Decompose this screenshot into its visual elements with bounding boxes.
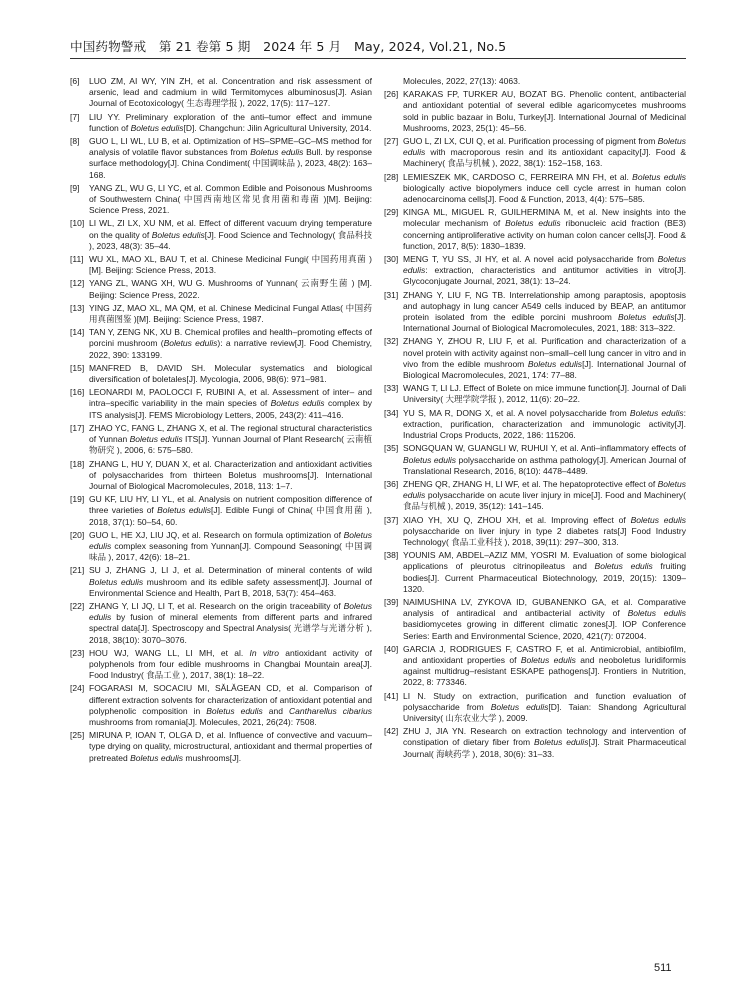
reference-text: WU XL, MAO XL, BAU T, et al. Chinese Medicinal Fungi( 中国药用真菌 )[M]. Beijing: Science Press, 2013. <box>89 254 372 276</box>
reference-text: ZHANG Y, LIU F, NG TB. Interrelationship among paraptosis, apoptosis and autophagy in lung cancer A549 cells induced by BEAP, an antitumor protein isolated from the edible porcini mushroom Boletus edulis[J]. International Journal of Biological Macromolecules, 2021, 188: 313–322. <box>403 289 686 334</box>
reference-text: MIRUNA P, IOAN T, OLGA D, et al. Influence of convective and vacuum–type drying on quality, microstructural, antioxidant and thermal properties of pretreated Boletus edulis mushrooms[J]. <box>89 730 372 763</box>
reference-number: [32] <box>384 336 399 347</box>
reference-number: [34] <box>384 407 399 418</box>
reference-number: [14] <box>70 327 85 338</box>
reference-text: XIAO YH, XU Q, ZHOU XH, et al. Improving effect of Boletus edulis polysaccharide on liver injury in type 2 diabetes rats[J] Food Industry Technology( 食品工业科技 ), 2018, 39(11): 297–300, 313. <box>403 514 686 547</box>
reference-entry <box>70 730 372 764</box>
reference-number: [26] <box>384 89 399 100</box>
reference-number: [23] <box>70 647 85 658</box>
reference-text: ZHAO YC, FANG L, ZHANG X, et al. The regional structural characteristics of Yunnan Boletus edulis ITS[J]. Yunnan Journal of Plant Research( 云南植物研究 ), 2006, 6: 575–580. <box>89 422 372 456</box>
reference-entry <box>70 303 372 325</box>
reference-number: [40] <box>384 643 399 654</box>
reference-number: [42] <box>384 726 399 737</box>
reference-number: [37] <box>384 514 399 525</box>
reference-number: [19] <box>70 494 85 505</box>
reference-number: [35] <box>384 443 399 454</box>
reference-number: [18] <box>70 458 85 469</box>
reference-number: [39] <box>384 596 399 607</box>
reference-entry <box>384 597 686 642</box>
reference-entry <box>70 183 372 217</box>
reference-number: [8] <box>70 136 80 147</box>
reference-text: ZHENG QR, ZHANG H, LI WF, et al. The hepatoprotective effect of Boletus edulis polysaccharide on acute liver injury in mice[J]. Food and Machinery( 食品与机械 ), 2019, 35(12): 141–145. <box>403 478 686 512</box>
reference-number: [27] <box>384 136 399 147</box>
reference-entry <box>384 479 686 513</box>
reference-number: [30] <box>384 254 399 265</box>
reference-text: ZHANG Y, LI JQ, LI T, et al. Research on the origin traceability of Boletus edulis by fusion of mineral elements from different parts and infrared spectral data[J]. Spectroscopy and Spectral Analysis( 光谱学与光谱分析 ), 2018, 38(10): 3070–3076. <box>89 600 372 645</box>
reference-text: FOGARASI M, SOCACIU MI, SĂLĂGEAN CD, et al. Comparison of different extraction solvents for characterization of antioxidant potential and polyphenolic composition in Boletus edulis and Cantharellus cibarius mushrooms from romania[J]. Molecules, 2021, 26(24): 7508. <box>89 683 372 727</box>
reference-number: [15] <box>70 362 85 373</box>
reference-entry <box>70 459 372 493</box>
reference-text: ZHU J, JIA YN. Research on extraction technology and intervention of constipation of dietary fiber from Boletus edulis[J]. Strait Pharmaceutical Journal( 海峡药学 ), 2018, 30(6): 31–33. <box>403 726 687 759</box>
reference-number: [36] <box>384 478 399 489</box>
page-number: 511 <box>654 962 672 974</box>
reference-entry <box>384 644 686 689</box>
reference-text: LEMIESZEK MK, CARDOSO C, FERREIRA MN FH, et al. Boletus edulis biologically active biopolymers induce cell cycle arrest in human colon adenocarcinoma cells[J]. Food & Function, 2013, 4(4): 575–585. <box>403 171 686 205</box>
running-header: 中国药物警戒 第 21 卷第 5 期 2024 年 5 月 May, 2024, Vol.21, No.5 <box>70 39 507 54</box>
reference-entry <box>70 565 372 599</box>
reference-text: HOU WJ, WANG LL, LI MH, et al. In vitro antioxidant activity of polyphenols from four edible mushrooms in Changbai Mountain area[J]. Food Industry( 食品工业 ), 2017, 38(1): 18–22. <box>89 647 372 681</box>
reference-number: [16] <box>70 387 85 398</box>
reference-text: LEONARDI M, PAOLOCCI F, RUBINI A, et al. Assessment of inter– and intra–specific variability in the main species of Boletus edulis complex by ITS analysis[J]. FEMS Microbiology Letters, 2005, 243(2): 411–416. <box>89 387 372 420</box>
reference-number: [21] <box>70 565 85 576</box>
reference-text: GARCIA J, RODRIGUES F, CASTRO F, et al. Antimicrobial, antibiofilm, and antioxidant properties of Boletus edulis and neoboletus luridiformis against multidrug–resistant ESKAPE pathogens[J]. Frontiers in Nutrition, 2022, 8: 773346. <box>403 643 686 688</box>
reference-entry <box>70 218 372 252</box>
reference-text: LI N. Study on extraction, purification and function evaluation of polysaccharide from Boletus edulis[D]. Taian: Shandong Agricultural University( 山东农业大学 ), 2009. <box>403 690 687 723</box>
reference-number: [33] <box>384 383 399 394</box>
reference-number: [41] <box>384 690 399 701</box>
reference-entry <box>384 336 686 381</box>
reference-entry <box>70 530 372 564</box>
reference-entry <box>70 363 372 385</box>
reference-text: YING JZ, MAO XL, MA QM, et al. Chinese Medicinal Fungal Atlas( 中国药用真菌图鉴 )[M]. Beijing: Science Press, 1987. <box>89 302 372 325</box>
reference-entry <box>384 515 686 549</box>
reference-entry <box>70 648 372 682</box>
reference-number: [25] <box>70 730 85 741</box>
reference-text: ZHANG L, HU Y, DUAN X, et al. Characterization and antioxidant activities of polysaccharides from thirteen Boletus mushrooms[J]. International Journal of Biological Macromolecules, 2018, 113: 1–7. <box>89 458 372 491</box>
reference-number: [31] <box>384 289 399 300</box>
reference-number: [22] <box>70 600 85 611</box>
reference-text: YANG ZL, WU G, LI YC, et al. Common Edible and Poisonous Mushrooms of Southwestern China( 中国西南地区常见食用菌和毒菌 )[M]. Beijing: Science Press, 2021. <box>89 182 372 216</box>
reference-entry <box>384 89 686 134</box>
references-right-column <box>384 76 686 762</box>
reference-number: [10] <box>70 218 85 229</box>
reference-number: [11] <box>70 254 84 265</box>
reference-number: [24] <box>70 683 85 694</box>
reference-entry <box>70 76 372 110</box>
reference-entry <box>70 423 372 457</box>
reference-text: KINGA ML, MIGUEL R, GUILHERMINA M, et al. New insights into the molecular mechanism of Boletus edulis ribonucleic acid fraction (BE3) concerning antiproliferative activity on human colon cancer cells[J]. Food & function, 2017, 8(5): 1830–1839. <box>403 207 687 251</box>
reference-entry <box>384 443 686 477</box>
reference-number: [9] <box>70 182 80 193</box>
reference-number: [6] <box>70 76 80 86</box>
reference-text: Molecules, 2022, 27(13): 4063. <box>403 76 521 86</box>
reference-text: GUO L, LI WL, LU B, et al. Optimization of HS–SPME–GC–MS method for analysis of volatile flavor substances from Boletus edulis Bull. by response surface methodology[J]. China Condiment( 中国调味品 ), 2023, 48(2): 163–168. <box>89 136 372 180</box>
reference-number: [29] <box>384 207 399 218</box>
reference-text: GU KF, LIU HY, LI YL, et al. Analysis on nutrient composition difference of three varieties of Boletus edulis[J]. Edible Fungi of China( 中国食用菌 ), 2018, 37(1): 50–54, 60. <box>89 494 373 527</box>
reference-entry <box>384 383 686 405</box>
reference-text: LIU YY. Preliminary exploration of the anti–tumor effect and immune function of Boletus edulis[D]. Changchun: Jilin Agricultural University, 2014. <box>89 111 372 133</box>
reference-text: WANG T, LI LJ. Effect of Bolete on mice immune function[J]. Journal of Dali University( 大理学院学报 ), 2012, 11(6): 20–22. <box>403 383 686 405</box>
reference-text: ZHANG Y, ZHOU R, LIU F, et al. Purification and characterization of a novel protein with activity against non–small–cell lung cancer in vitro and in vivo from the edible mushroom Boletus edulis[J]. International Journal of Biological Macromolecules, 2021, 174: 77–88. <box>403 336 687 381</box>
reference-entry <box>70 254 372 276</box>
reference-number: [28] <box>384 171 399 182</box>
reference-text: KARAKAS FP, TURKER AU, BOZAT BG. Phenolic content, antibacterial and antioxidant potential of several edible agaricomycetes mushrooms sold in public bazaar in Bolu, Turkey[J]. International Journal of Medicinal Mushrooms, 2023, 25(1): 45–56. <box>403 89 686 133</box>
reference-entry <box>384 550 686 595</box>
references-left-column <box>70 76 372 766</box>
reference-number: [7] <box>70 111 80 122</box>
header-rule <box>70 58 686 59</box>
reference-text: YU S, MA R, DONG X, et al. A novel polysaccharide from Boletus edulis: extraction, purification, characterization and immunologic activity[J]. Industrial Crops Products, 2022, 186: 115206. <box>403 407 687 441</box>
reference-entry <box>70 278 372 300</box>
reference-entry <box>384 726 686 760</box>
reference-entry <box>384 254 686 288</box>
reference-entry <box>384 76 686 87</box>
reference-text: SONGQUAN W, GUANGLI W, RUHUI Y, et al. Anti–inflammatory effects of Boletus edulis polysaccharide on asthma pathology[J]. American Journal of Translational Research, 2016, 8(10): 4478–4489. <box>403 443 687 476</box>
reference-text: TAN Y, ZENG NK, XU B. Chemical profiles and health–promoting effects of porcini mushroom (Boletus edulis): a narrative review[J]. Food Chemistry, 2022, 390: 133199. <box>89 327 373 360</box>
reference-number: [38] <box>384 550 399 561</box>
reference-text: MENG T, YU SS, JI HY, et al. A novel acid polysaccharide from Boletus edulis: extraction, characteristics and antitumor activities in vitro[J]. Glycoconjugate Journal, 2021, 38(1): 13–24. <box>403 254 686 287</box>
reference-text: YOUNIS AM, ABDEL–AZIZ MM, YOSRI M. Evaluation of some biological applications of pleurotus citrinopileatus and Boletus edulis fruiting bodies[J]. Current Pharmaceutical Biotechnology, 2019, 20(15): 1309–1320. <box>403 550 686 594</box>
reference-text: GUO L, ZI LX, CUI Q, et al. Purification processing of pigment from Boletus edulis with macroporous resin and its antioxidant capacity[J]. Food & Machinery( 食品与机械 ), 2022, 38(1): 152–158, 163. <box>403 136 686 169</box>
reference-text: NAIMUSHINA LV, ZYKOVA ID, GUBANENKO GA, et al. Comparative analysis of antiradical and antibacterial activity of Boletus edulis basidiomycetes growing in different climatic zones[J]. IOP Conference Series: Earth and Environmental Science, 2020, 421(7): 072004. <box>403 596 687 641</box>
reference-number: [17] <box>70 422 85 433</box>
reference-text: YANG ZL, WANG XH, WU G. Mushrooms of Yunnan( 云南野生菌 ) [M]. Beijing: Science Press, 2022. <box>89 278 372 300</box>
reference-entry <box>384 290 686 335</box>
reference-entry <box>70 136 372 181</box>
reference-entry <box>70 494 372 528</box>
reference-entry <box>70 112 372 134</box>
reference-entry <box>70 683 372 728</box>
reference-entry <box>384 172 686 206</box>
reference-text: MANFRED B, DAVID SH. Molecular systematics and biological diversification of boletales[J]. Mycologia, 2006, 98(6): 971–981. <box>89 362 372 385</box>
reference-entry <box>384 207 686 252</box>
reference-text: SU J, ZHANG J, LI J, et al. Determination of mineral contents of wild Boletus edulis mushroom and its edible safety assessment[J]. Journal of Environmental Science and Health, Part B, 2018, 53(7): 454–463. <box>89 565 372 598</box>
reference-text: LI WL, ZI LX, XU NM, et al. Effect of different vacuum drying temperature on the quality of Boletus edulis[J]. Food Science and Technology( 食品科技 ), 2023, 48(3): 35–44. <box>89 218 372 251</box>
reference-entry <box>384 408 686 442</box>
reference-number: [20] <box>70 529 85 540</box>
reference-number: [12] <box>70 278 85 289</box>
reference-entry <box>70 601 372 646</box>
reference-text: GUO L, HE XJ, LIU JQ, et al. Research on formula optimization of Boletus edulis complex seasoning from Yunnan[J]. Compound Seasoning( 中国调味品 ), 2017, 42(6): 18–21. <box>89 529 372 563</box>
reference-number: [13] <box>70 302 85 313</box>
reference-entry <box>70 327 372 361</box>
reference-entry <box>70 387 372 421</box>
reference-entry <box>384 691 686 725</box>
reference-text: LUO ZM, AI WY, YIN ZH, et al. Concentration and risk assessment of arsenic, lead and cadmium in wild Termitomyces albuminosus[J]. Asian Journal of Ecotoxicology( 生态毒理学报 ), 2022, 17(5): 117–127. <box>89 76 372 109</box>
reference-entry <box>384 136 686 170</box>
